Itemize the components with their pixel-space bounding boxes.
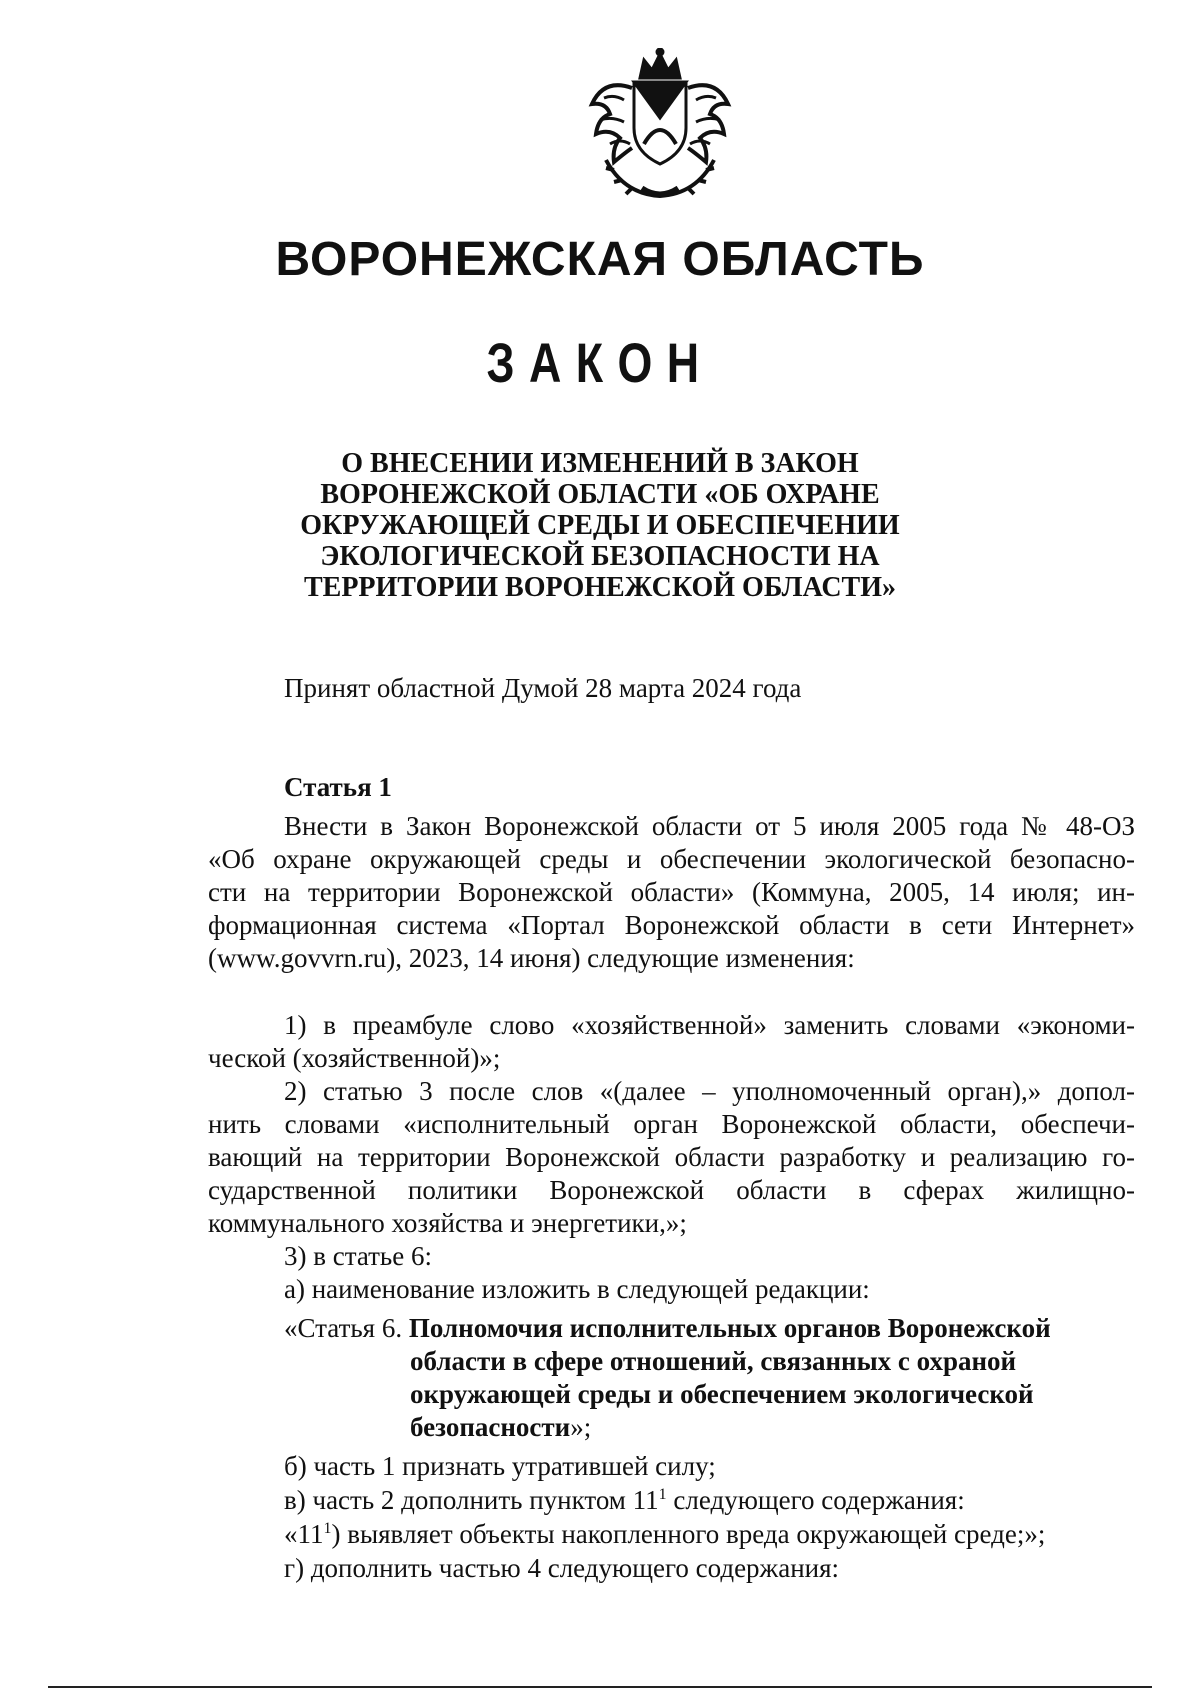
- quote-point-text: «11: [284, 1519, 324, 1549]
- text-line: Внести в Закон Воронежской области от 5 июля 2005 года № 48-ОЗ: [284, 811, 1135, 841]
- quoted-article-last-line: [284, 1411, 1144, 1444]
- quoted-article-first-line: [284, 1312, 1144, 1345]
- adoption-note: Принят областной Думой 28 марта 2024 года: [284, 673, 802, 703]
- quoted-article-heading: [284, 1312, 1144, 1444]
- quoted-article-suffix: »;: [570, 1412, 592, 1442]
- law-title-line: ЭКОЛОГИЧЕСКОЙ БЕЗОПАСНОСТИ НА: [320, 541, 880, 572]
- item-1-paragraph: [208, 1009, 1135, 1075]
- document-type: ЗАКОН: [486, 331, 714, 394]
- quote-point-text-after: ) выявляет объекты накопленного вреда окружающей среде;»;: [331, 1519, 1046, 1549]
- text-line: коммунального хозяйства и энергетики,»;: [208, 1208, 687, 1238]
- quote-point-11-1: [284, 1518, 1045, 1551]
- quoted-article-line: области в сфере отношений, связанных с охраной: [410, 1346, 1017, 1376]
- text-line: формационная система «Портал Воронежской области в сети Интернет»: [208, 910, 1135, 940]
- article-heading: Статья 1: [284, 772, 392, 802]
- item-3v-text: в) часть 2 дополнить пунктом 11: [284, 1485, 659, 1515]
- page-bottom-rule: [48, 1686, 1152, 1688]
- region-title: ВОРОНЕЖСКАЯ ОБЛАСТЬ: [275, 233, 925, 286]
- text-line: нить словами «исполнительный орган Воронежской области, обеспечи-: [208, 1109, 1135, 1139]
- intro-paragraph: [208, 810, 1135, 975]
- text-line: вающий на территории Воронежской области разработку и реализацию го-: [208, 1142, 1135, 1172]
- item-3: 3) в статье 6:: [284, 1241, 432, 1271]
- item-3g: г) дополнить частью 4 следующего содержания:: [284, 1553, 840, 1583]
- text-line: (www.govvrn.ru), 2023, 14 июня) следующие изменения:: [208, 943, 855, 973]
- law-title: [300, 448, 900, 603]
- quoted-article-prefix: «Статья 6.: [284, 1313, 409, 1343]
- superscript: 1: [658, 1486, 667, 1503]
- law-title-line: О ВНЕСЕНИИ ИЗМЕНЕНИЙ В ЗАКОН: [341, 448, 859, 479]
- voronezh-coat-of-arms-icon: [584, 48, 736, 200]
- superscript: 1: [323, 1520, 332, 1537]
- item-3v: [284, 1484, 965, 1517]
- quoted-article-line: окружающей среды и обеспечением экологической: [410, 1379, 1034, 1409]
- text-line: 2) статью 3 после слов «(далее – уполномоченный орган),» допол-: [284, 1076, 1135, 1106]
- quoted-article-title: Полномочия исполнительных органов Воронежской: [408, 1313, 1051, 1343]
- law-title-line: ВОРОНЕЖСКОЙ ОБЛАСТИ «ОБ ОХРАНЕ: [320, 479, 880, 510]
- text-line: 1) в преамбуле слово «хозяйственной» заменить словами «экономи-: [284, 1010, 1135, 1040]
- text-line: «Об охране окружающей среды и обеспечении экологической безопасно-: [208, 844, 1135, 874]
- item-3v-text-after: следующего содержания:: [666, 1485, 965, 1515]
- item-2-paragraph: [208, 1075, 1135, 1240]
- text-line: сти на территории Воронежской области» (Коммуна, 2005, 14 июля; ин-: [208, 877, 1135, 907]
- law-title-line: ТЕРРИТОРИИ ВОРОНЕЖСКОЙ ОБЛАСТИ»: [303, 572, 897, 603]
- quoted-article-last-bold: безопасности: [410, 1412, 571, 1442]
- text-line: сударственной политики Воронежской области в сферах жилищно-: [208, 1175, 1135, 1205]
- item-3b: б) часть 1 признать утратившей силу;: [284, 1451, 716, 1481]
- item-3a: а) наименование изложить в следующей редакции:: [284, 1274, 870, 1304]
- law-title-line: ОКРУЖАЮЩЕЙ СРЕДЫ И ОБЕСПЕЧЕНИИ: [300, 510, 900, 541]
- coat-of-arms-emblem: [584, 48, 736, 200]
- text-line: ческой (хозяйственной)»;: [208, 1043, 501, 1073]
